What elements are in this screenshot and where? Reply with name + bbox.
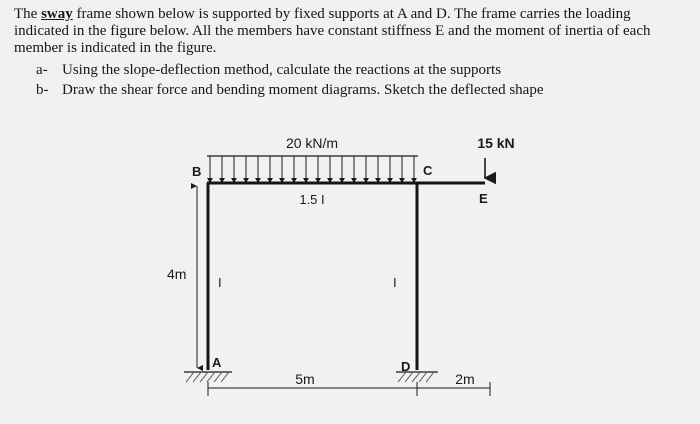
task-text-a: Using the slope-deflection method, calculate the reactions at the supports [62,62,502,78]
node-label-a: A [212,355,222,370]
node-label-b: B [192,164,202,179]
task-marker-a: a- [36,62,48,78]
intro-rest: frame shown below is supported by fixed supports at A and D. The frame carries the loading indicated in the figure below. All the members have constant stiffness E and the moment of inertia of each member is indicated in the figure. [14,6,651,56]
height-label: 4m [167,266,187,282]
span-label: 5m [295,371,315,387]
node-label-e: E [479,191,488,206]
left-column-inertia-label: I [218,275,222,290]
intro-prefix: The [14,6,38,22]
task-text-b: Draw the shear force and bending moment diagrams. Sketch the deflected shape [62,82,544,98]
span-dimension [208,382,490,396]
intro-keyword: sway [41,6,73,22]
task-marker-b: b- [36,82,49,98]
udl-label: 20 kN/m [285,135,339,151]
frame-members [207,183,485,370]
node-label-c: C [423,163,433,178]
fixed-support-a [184,372,232,382]
overhang-label: 2m [455,371,475,387]
point-load-label: 15 kN [477,135,515,151]
node-label-d: D [401,359,411,374]
right-column-inertia-label: I [393,275,397,290]
beam-inertia-label: 1.5 I [299,192,325,207]
udl-load [207,156,418,183]
